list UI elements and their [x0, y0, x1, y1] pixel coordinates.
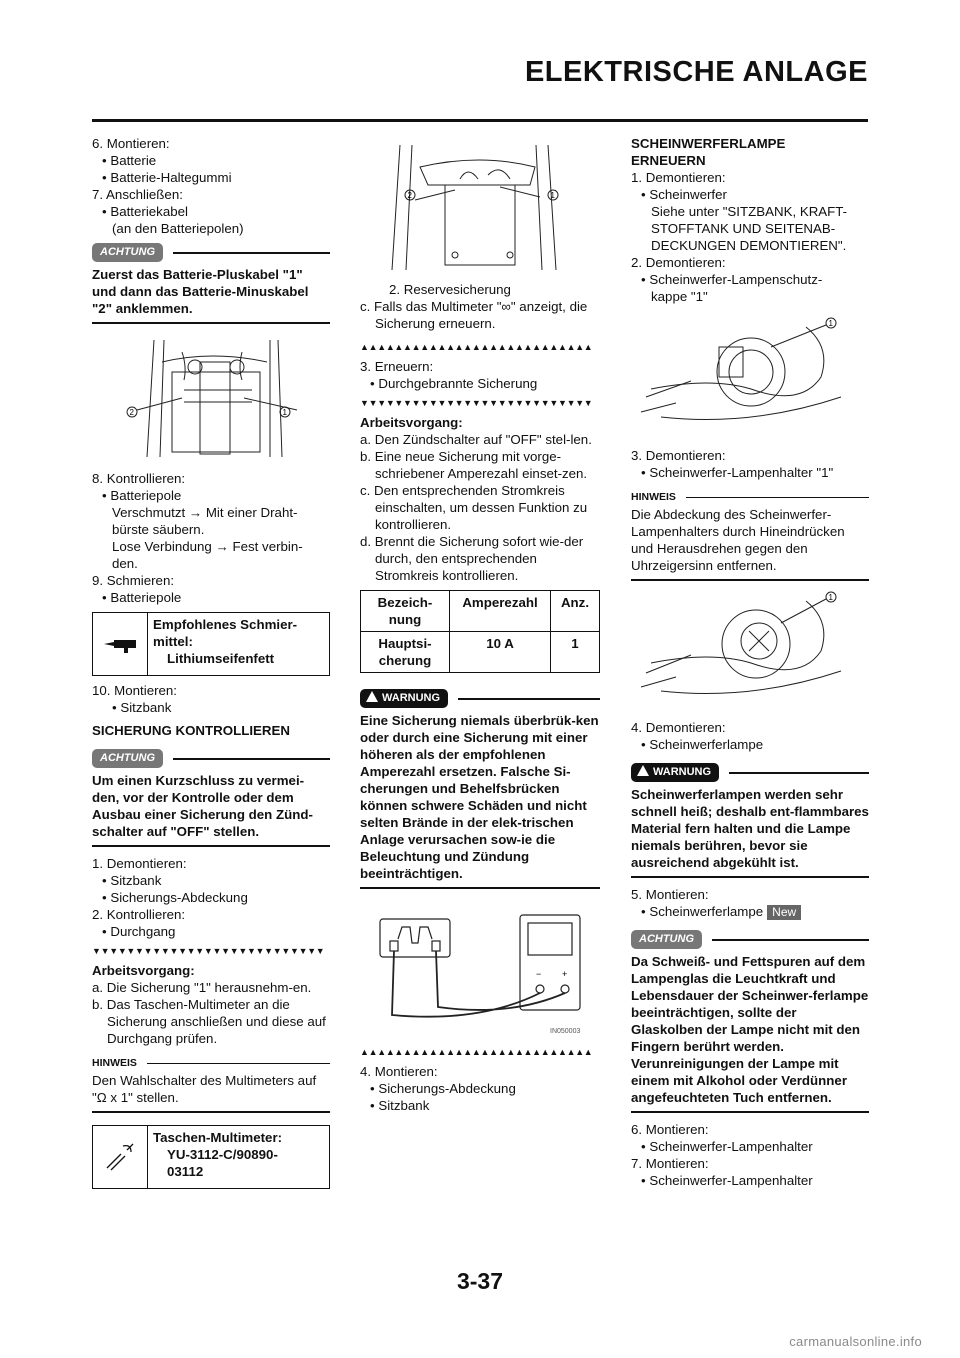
- warnung-banner: [360, 689, 600, 708]
- hinweis-rule: [92, 1111, 330, 1113]
- text-line: (an den Batteriepolen): [112, 221, 244, 236]
- banner-line: [147, 1063, 330, 1065]
- section-title: SICHERUNG KONTROLLIEREN: [92, 723, 290, 738]
- text-line: Verschmutzt → Mit einer Draht-: [112, 505, 298, 520]
- figure-code: IN050003: [550, 1028, 581, 1035]
- banner-line: [173, 758, 330, 760]
- grease-gun-icon: [93, 613, 148, 675]
- procedure-title: Arbeitsvorgang:: [92, 963, 195, 978]
- text-line: 2. Kontrollieren:: [92, 907, 186, 922]
- lubricant-spec-box: [92, 612, 330, 676]
- table-header-row: [361, 591, 600, 632]
- section-title: ERNEUERN: [631, 153, 706, 168]
- headlight-cap-figure: [631, 317, 869, 437]
- text-line: [631, 903, 869, 920]
- table-header-cell: Bezeich-nung: [361, 591, 450, 632]
- multimeter-probe-icon: [93, 1126, 148, 1188]
- achtung-text: Da Schweiß- und Fettspuren auf dem Lampenglas die Leuchtkraft und Lebensdauer der Scheinwer-ferlampe beeinträchtigen, sollte der Glaskolben der Lampe nicht mit den Fingern berührt werden. Verunreinigungen der Lampe mit einem mit Alkohol oder Verdünner angefeuchteten Tuch entfernen.: [631, 954, 869, 1105]
- achtung-text: Um einen Kurzschluss zu vermei-den, vor der Kontrolle oder dem Ausbau einer Sicherung den Zünd-schalter auf "OFF" stellen.: [92, 773, 313, 839]
- tool-spec-box: [92, 1125, 330, 1189]
- text-line: 5. Montieren:: [631, 887, 709, 902]
- table-cell: 10 A: [450, 632, 551, 673]
- warning-triangle-icon: [366, 691, 378, 702]
- banner-line: [686, 497, 869, 499]
- spec-line: Taschen-Multimeter:: [153, 1130, 283, 1145]
- fuse-spec-table: [360, 590, 600, 673]
- text-line: • Batteriekabel: [102, 204, 188, 219]
- table-cell: Hauptsi-cherung: [361, 632, 450, 673]
- headlight-holder-figure: [631, 589, 869, 709]
- spec-line: Empfohlenes Schmier-: [153, 617, 298, 632]
- new-part-badge: New: [767, 905, 801, 920]
- text-line: 8. Kontrollieren:: [92, 471, 186, 486]
- fuse-location-illustration: [360, 145, 600, 273]
- text-line: STOFFTANK UND SEITENAB-: [651, 221, 836, 236]
- text-line: 2. Reservesicherung: [389, 282, 511, 297]
- text-line: • Scheinwerferlampe: [641, 737, 764, 752]
- achtung-rule: [92, 845, 330, 847]
- text-line: • Scheinwerfer-Lampenhalter "1": [641, 465, 834, 480]
- svg-text:+: +: [562, 969, 568, 979]
- spec-value: 03112: [167, 1164, 204, 1179]
- text-line: 1. Demontieren:: [631, 170, 726, 185]
- banner-line: [173, 252, 330, 254]
- warning-triangle-icon: [637, 765, 649, 776]
- page-number: 3-37: [456, 1268, 504, 1294]
- warnung-tag: [360, 689, 448, 708]
- procedure-end-marker: ▲▲▲▲▲▲▲▲▲▲▲▲▲▲▲▲▲▲▲▲▲▲▲▲▲▲▲: [360, 342, 593, 352]
- column-left: [92, 135, 330, 1195]
- procedure-end-marker: ▲▲▲▲▲▲▲▲▲▲▲▲▲▲▲▲▲▲▲▲▲▲▲▲▲▲▲: [360, 1047, 593, 1057]
- text-line: • Scheinwerfer-Lampenhalter: [641, 1139, 813, 1154]
- battery-illustration: [92, 332, 330, 460]
- warnung-rule: [360, 887, 600, 889]
- achtung-banner: [92, 749, 330, 768]
- banner-line: [712, 939, 869, 941]
- callout-1: 1: [282, 408, 287, 417]
- text-line: 6. Montieren:: [92, 136, 170, 151]
- text-line: • Sitzbank: [370, 1098, 430, 1113]
- achtung-tag: ACHTUNG: [92, 749, 163, 768]
- warnung-text: Scheinwerferlampen werden sehr schnell heiß; deshalb ent-flammbares Material fern halten und die Lampe niemals berühren, bevor sie ausreichend abgekühlt ist.: [631, 787, 869, 870]
- column-right: [631, 135, 869, 1189]
- text-line: 3. Demontieren:: [631, 448, 726, 463]
- warnung-text: Eine Sicherung niemals überbrük-ken oder durch eine Sicherung mit einer höheren als der empfohlenen Amperezahl ersetzen. Falsche Si-cherungen und Behelfsbrücken können schwere Schäden und nicht selten Brände in der elek-trischen Anlage verursachen sow-ie die Beleuchtung und Zündung beeinträchtigen.: [360, 713, 599, 881]
- text-line: 1. Demontieren:: [92, 856, 187, 871]
- text-line: 7. Montieren:: [631, 1156, 709, 1171]
- battery-figure: [92, 332, 330, 460]
- text-line: kappe "1": [651, 289, 708, 304]
- spec-line: mittel:: [153, 634, 193, 649]
- headlight-cap-illustration: [631, 317, 869, 437]
- procedure-step: c. Falls das Multimeter "∞" anzeigt, die Sicherung erneuern.: [360, 299, 588, 331]
- banner-line: [458, 698, 600, 700]
- text-line: Siehe unter "SITZBANK, KRAFT-: [651, 204, 848, 219]
- hinweis-rule: [631, 579, 869, 581]
- spec-value: Lithiumseifenfett: [167, 651, 275, 666]
- procedure-start-marker: ▼▼▼▼▼▼▼▼▼▼▼▼▼▼▼▼▼▼▼▼▼▼▼▼▼▼▼: [92, 946, 325, 956]
- text-line: • Durchgebrannte Sicherung: [370, 376, 538, 391]
- callout-1: 1: [828, 593, 833, 602]
- procedure-title: Arbeitsvorgang:: [360, 415, 463, 430]
- text-line: • Batterie-Haltegummi: [102, 170, 232, 185]
- hinweis-text: Die Abdeckung des Scheinwerfer-Lampenhalters durch Hineindrücken und Herausdrehen gegen den Uhrzeigersinn entfernen.: [631, 507, 845, 573]
- text-line: 6. Montieren:: [631, 1122, 709, 1137]
- text-line: bürste säubern.: [112, 522, 205, 537]
- warnung-tag: [631, 763, 719, 782]
- warnung-label: WARNUNG: [653, 766, 712, 778]
- warnung-banner: [631, 763, 869, 782]
- header-rule: [92, 119, 868, 122]
- text-line: • Sitzbank: [112, 700, 172, 715]
- procedure-step: d. Brennt die Sicherung sofort wie-der durch, den entsprechenden Stromkreis kontrollieren.: [360, 534, 584, 583]
- text-line: • Sicherungs-Abdeckung: [102, 890, 248, 905]
- text-line: 4. Montieren:: [360, 1064, 438, 1079]
- callout-2: 2: [407, 191, 412, 200]
- svg-text:−: −: [536, 969, 542, 979]
- hinweis-banner: [92, 1055, 330, 1072]
- spec-value: YU-3112-C/90890-: [167, 1147, 278, 1162]
- text-line: 3. Erneuern:: [360, 359, 434, 374]
- callout-1: 1: [550, 191, 555, 200]
- table-row: [361, 632, 600, 673]
- text-line: 10. Montieren:: [92, 683, 178, 698]
- text-line: • Batterie: [102, 153, 157, 168]
- table-cell: 1: [551, 632, 600, 673]
- hinweis-tag: HINWEIS: [631, 491, 676, 503]
- text-line: • Batteriepole: [102, 590, 182, 605]
- text-line: • Batteriepole: [102, 488, 182, 503]
- callout-1: 1: [828, 319, 833, 328]
- achtung-banner: [92, 243, 330, 262]
- fuse-location-figure: [360, 145, 600, 273]
- multimeter-figure: [360, 897, 600, 1037]
- lamp-line-text: • Scheinwerferlampe: [641, 904, 764, 919]
- text-line: • Scheinwerfer-Lampenschutz-: [641, 272, 823, 287]
- procedure-step: a. Den Zündschalter auf "OFF" stel-len.: [360, 432, 592, 447]
- text-line: DECKUNGEN DEMONTIEREN".: [651, 238, 847, 253]
- procedure-step: c. Den entsprechenden Stromkreis einschalten, um dessen Funktion zu kontrollieren.: [360, 483, 588, 532]
- achtung-banner: [631, 930, 869, 949]
- section-title: SCHEINWERFERLAMPE: [631, 136, 786, 151]
- multimeter-illustration: [360, 897, 600, 1037]
- text-line: • Sitzbank: [102, 873, 162, 888]
- text-line: 4. Demontieren:: [631, 720, 726, 735]
- table-header-cell: Anz.: [551, 591, 600, 632]
- procedure-step: b. Das Taschen-Multimeter an die Sicherung anschließen und diese auf Durchgang prüfen.: [92, 997, 326, 1046]
- page-header-title: ELEKTRISCHE ANLAGE: [524, 56, 868, 88]
- text-line: den.: [112, 556, 138, 571]
- text-line: • Scheinwerfer: [641, 187, 727, 202]
- text-line: 2. Demontieren:: [631, 255, 726, 270]
- achtung-tag: ACHTUNG: [92, 243, 163, 262]
- table-header-cell: Amperezahl: [450, 591, 551, 632]
- banner-line: [729, 772, 869, 774]
- headlight-holder-illustration: [631, 589, 869, 709]
- procedure-start-marker: ▼▼▼▼▼▼▼▼▼▼▼▼▼▼▼▼▼▼▼▼▼▼▼▼▼▼▼: [360, 398, 593, 408]
- text-line: • Scheinwerfer-Lampenhalter: [641, 1173, 813, 1188]
- warnung-label: WARNUNG: [382, 692, 441, 704]
- watermark: carmanualsonline.info: [789, 1334, 922, 1349]
- hinweis-text: Den Wahlschalter des Multimeters auf "Ω x 1" stellen.: [92, 1073, 317, 1105]
- text-line: • Durchgang: [102, 924, 176, 939]
- procedure-step: a. Die Sicherung "1" herausnehm-en.: [92, 980, 312, 995]
- text-line: • Sicherungs-Abdeckung: [370, 1081, 516, 1096]
- procedure-step: b. Eine neue Sicherung mit vorge-schriebener Amperezahl einset-zen.: [360, 449, 588, 481]
- column-middle: [360, 135, 600, 1114]
- achtung-text: Zuerst das Batterie-Pluskabel "1" und dann das Batterie-Minuskabel "2" anklemmen.: [92, 267, 309, 316]
- hinweis-banner: [631, 489, 869, 506]
- achtung-rule: [631, 1111, 869, 1113]
- callout-2: 2: [129, 408, 134, 417]
- hinweis-tag: HINWEIS: [92, 1057, 137, 1069]
- text-line: 7. Anschließen:: [92, 187, 183, 202]
- warnung-rule: [631, 876, 869, 878]
- achtung-tag: ACHTUNG: [631, 930, 702, 949]
- achtung-rule: [92, 322, 330, 324]
- text-line: Lose Verbindung → Fest verbin-: [112, 539, 303, 554]
- text-line: 9. Schmieren:: [92, 573, 175, 588]
